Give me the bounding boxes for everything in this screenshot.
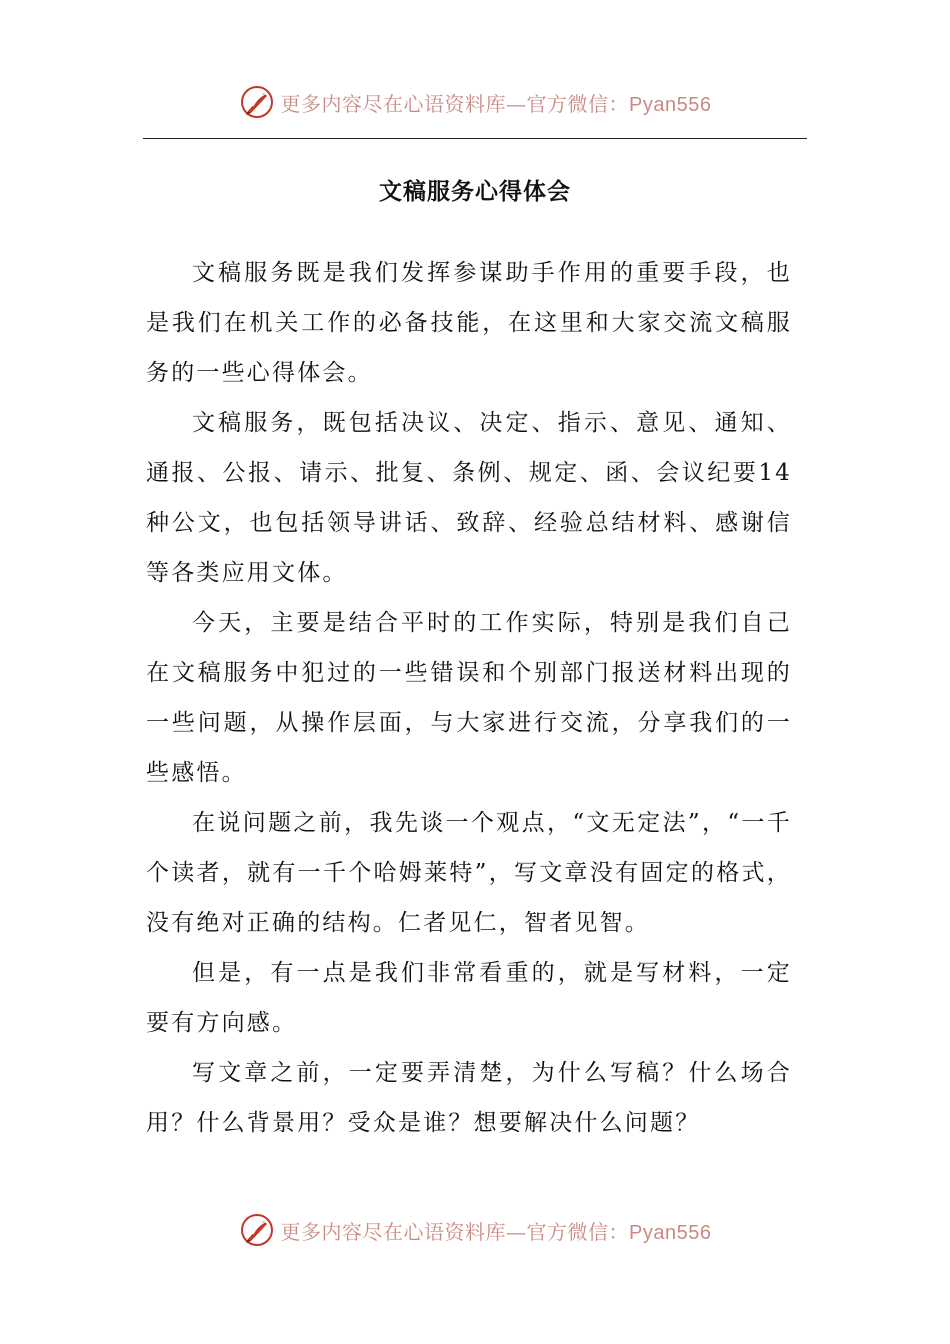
- banner-text: [281, 88, 712, 117]
- paragraph: 但是，有一点是我们非常看重的，就是写材料，一定要有方向感。: [146, 960, 792, 1036]
- document-title: 文稿服务心得体会: [379, 179, 571, 205]
- header-banner: [0, 80, 950, 124]
- wechat-handle: Pyan556: [629, 1221, 712, 1244]
- quill-pen-logo-icon: [239, 1212, 275, 1248]
- paragraph: 文稿服务既是我们发挥参谋助手作用的重要手段，也是我们在机关工作的必备技能，在这里和大家交流文稿服务的一些心得体会。: [146, 260, 792, 386]
- banner-text: [281, 1216, 712, 1245]
- paragraph: 今天，主要是结合平时的工作实际，特别是我们自己在文稿服务中犯过的一些错误和个别部门报送材料出现的一些问题，从操作层面，与大家进行交流，分享我们的一些感悟。: [146, 610, 792, 786]
- quill-pen-logo-icon: [239, 84, 275, 120]
- banner-caption: 更多内容尽在心语资料库—官方微信：: [280, 91, 630, 116]
- paragraph: 文稿服务，既包括决议、决定、指示、意见、通知、通报、公报、请示、批复、条例、规定、函、会议纪要14种公文，也包括领导讲话、致辞、经验总结材料、感谢信等各类应用文体。: [146, 410, 792, 586]
- wechat-handle: Pyan556: [629, 93, 712, 116]
- document-body: [146, 248, 792, 1148]
- footer-banner: [0, 1208, 950, 1252]
- paragraph: 写文章之前，一定要弄清楚，为什么写稿？什么场合用？什么背景用？受众是谁？想要解决什么问题？: [146, 1060, 792, 1136]
- banner-caption: 更多内容尽在心语资料库—官方微信：: [280, 1219, 630, 1244]
- paragraph: 在说问题之前，我先谈一个观点，“文无定法”，“一千个读者，就有一千个哈姆莱特”，写文章没有固定的格式，没有绝对正确的结构。仁者见仁，智者见智。: [146, 810, 792, 936]
- header-divider: [143, 138, 807, 139]
